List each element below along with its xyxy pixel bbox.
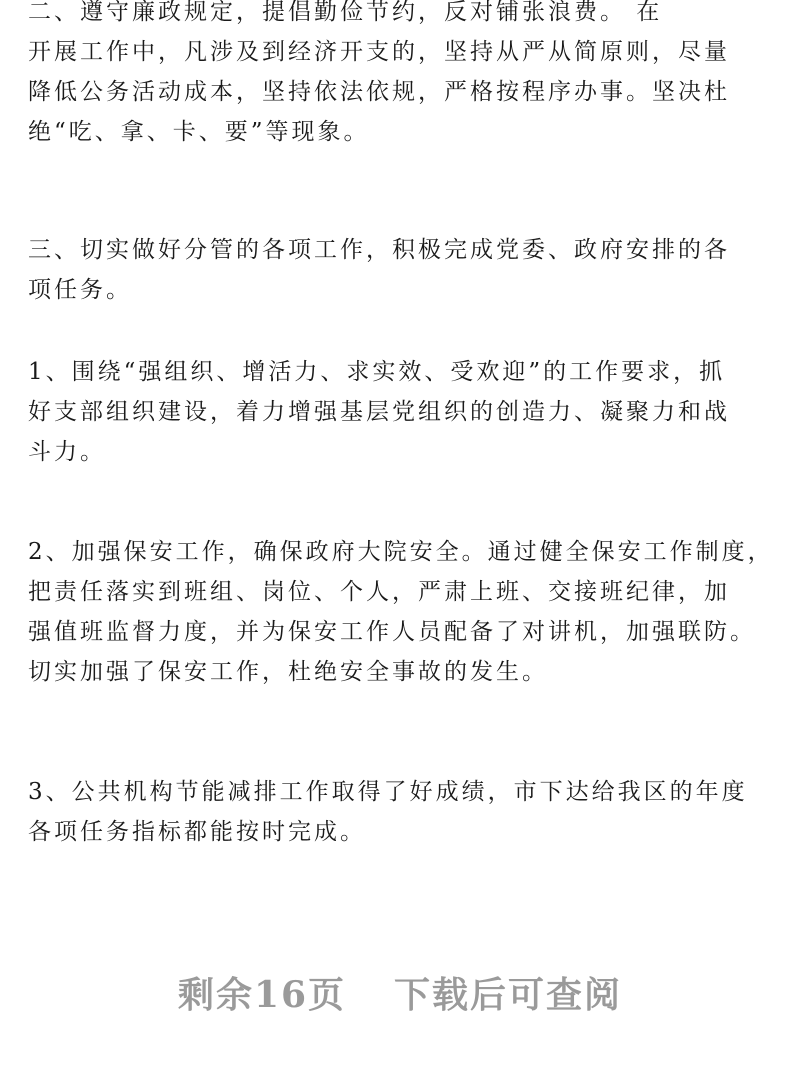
paragraph-line: 项任务。 [28, 277, 132, 303]
paragraph-item-2 [28, 532, 772, 692]
paragraph-line: 降低公务活动成本，坚持依法依规，严格按程序办事。坚决杜 [28, 79, 730, 105]
paragraph-line: 斗力。 [28, 439, 106, 465]
paragraph-section-three [28, 230, 772, 310]
download-hint-label: 下载后可查阅 [394, 974, 623, 1016]
paragraph-line: 绝“吃、拿、卡、要”等现象。 [28, 119, 370, 145]
paragraph-line: 把责任落实到班组、岗位、个人，严肃上班、交接班纪律，加 [28, 579, 730, 605]
paragraph-integrity-rules [28, 0, 772, 152]
download-more-banner[interactable] [0, 970, 800, 1020]
paragraph-line: 1、围绕“强组织、增活力、求实效、受欢迎”的工作要求，抓 [28, 359, 726, 385]
paragraph-line: 3、公共机构节能减排工作取得了好成绩，市下达给我区的年度 [28, 779, 748, 805]
remaining-pages-label: 剩余16页 [177, 974, 347, 1016]
paragraph-item-3 [28, 772, 772, 852]
paragraph-line: 各项任务指标都能按时完成。 [28, 819, 366, 845]
paragraph-line: 二、遵守廉政规定，提倡勤俭节约，反对铺张浪费。 在 [28, 0, 663, 25]
paragraph-line: 好支部组织建设，着力增强基层党组织的创造力、凝聚力和战 [28, 399, 730, 425]
paragraph-line: 三、切实做好分管的各项工作，积极完成党委、政府安排的各 [28, 237, 730, 263]
paragraph-item-1 [28, 352, 772, 472]
paragraph-line: 切实加强了保安工作，杜绝安全事故的发生。 [28, 659, 548, 685]
paragraph-line: 2、加强保安工作，确保政府大院安全。通过健全保安工作制度， [28, 539, 774, 565]
paragraph-line: 强值班监督力度，并为保安工作人员配备了对讲机，加强联防。 [28, 619, 756, 645]
paragraph-line: 开展工作中，凡涉及到经济开支的，坚持从严从简原则，尽量 [28, 39, 730, 65]
